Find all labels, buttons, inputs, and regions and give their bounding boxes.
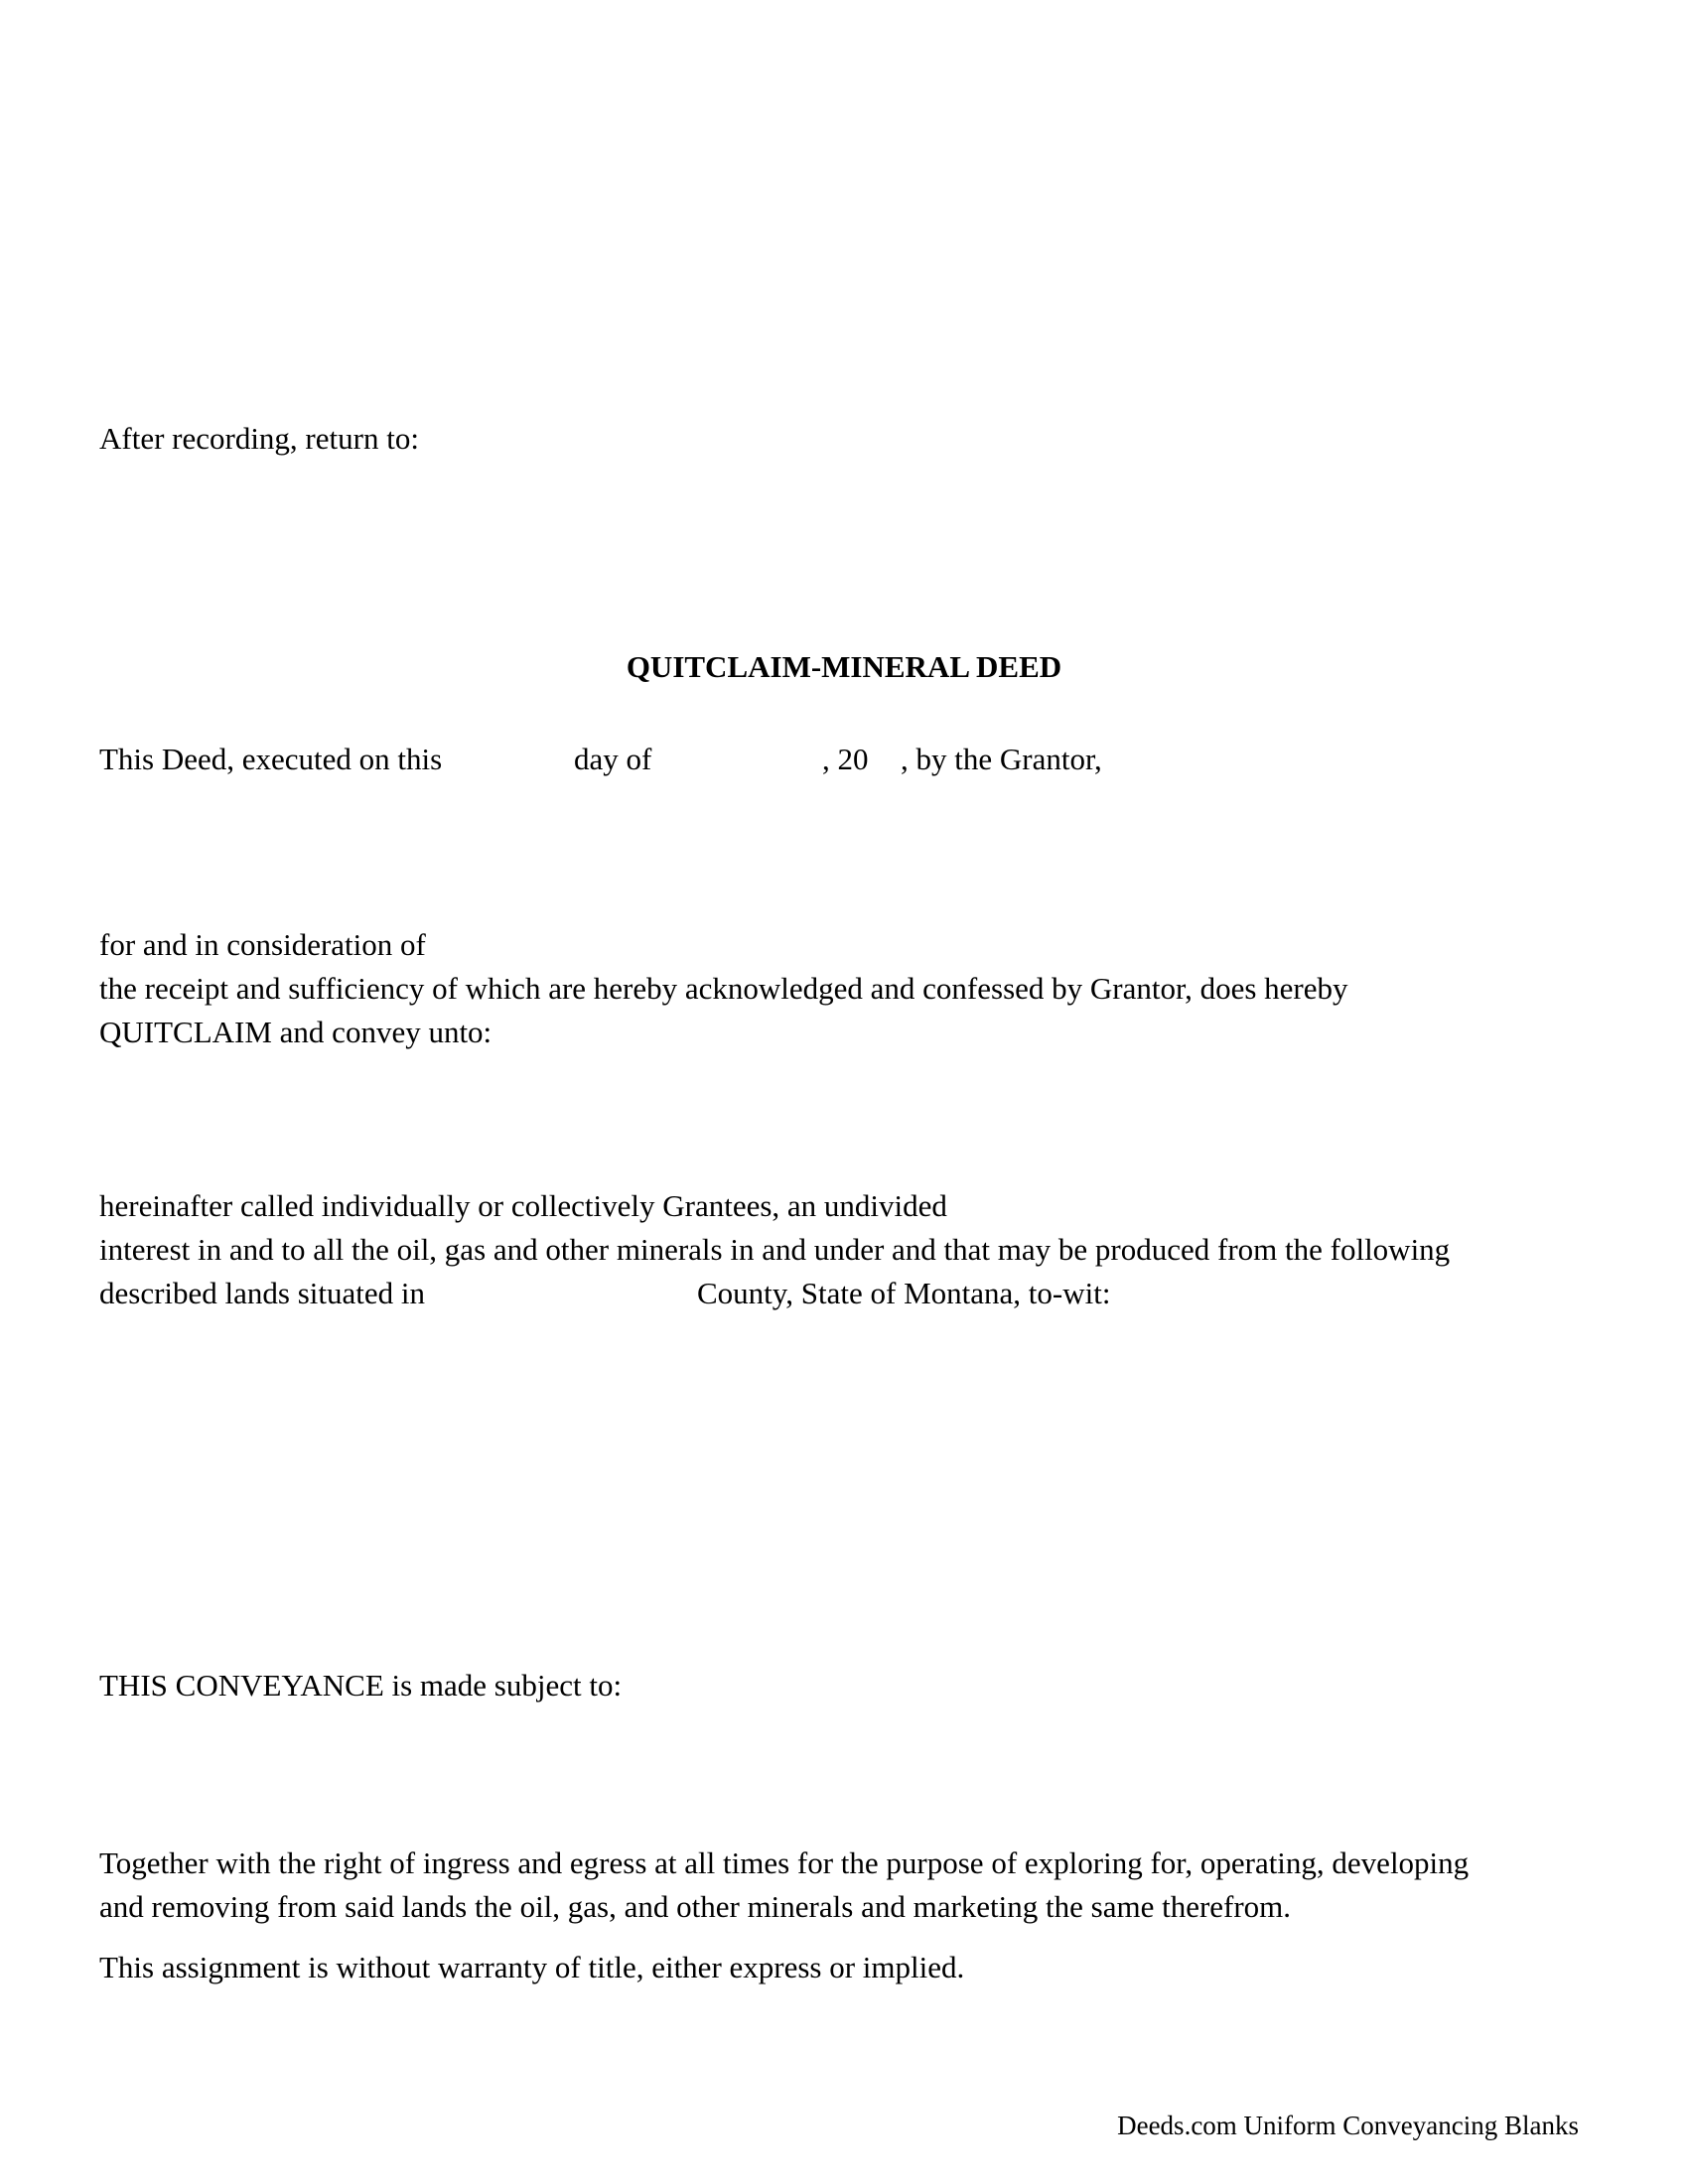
warranty-disclaimer: This assignment is without warranty of title, either express or implied. [99, 1950, 965, 1984]
footer-brand: Deeds.com Uniform Conveyancing Blanks [1117, 2111, 1579, 2140]
subject-to-label: THIS CONVEYANCE is made subject to: [99, 1668, 623, 1703]
return-to-label: After recording, return to: [99, 421, 419, 456]
ingress-line-1: Together with the right of ingress and egress at all times for the purpose of exploring for, operating, developing [99, 1845, 1470, 1880]
grantees-line-3-suffix: County, State of Montana, to-wit: [697, 1276, 1111, 1310]
consideration-line-3: QUITCLAIM and convey unto: [99, 1015, 492, 1049]
execution-prefix: This Deed, executed on this [99, 742, 443, 776]
grantees-line-1: hereinafter called individually or collectively Grantees, an undivided [99, 1188, 947, 1223]
document-title: QUITCLAIM-MINERAL DEED [626, 649, 1062, 684]
execution-year: , 20 [822, 742, 869, 776]
execution-by-grantor: , by the Grantor, [901, 742, 1102, 776]
grantees-line-3-prefix: described lands situated in [99, 1276, 425, 1310]
consideration-line-1: for and in consideration of [99, 927, 426, 962]
consideration-line-2: the receipt and sufficiency of which are hereby acknowledged and confessed by Grantor, does hereby [99, 971, 1348, 1006]
ingress-line-2: and removing from said lands the oil, gas, and other minerals and marketing the same therefrom. [99, 1889, 1292, 1924]
grantees-line-2: interest in and to all the oil, gas and other minerals in and under and that may be produced from the following [99, 1232, 1451, 1267]
execution-day-of: day of [574, 742, 652, 776]
